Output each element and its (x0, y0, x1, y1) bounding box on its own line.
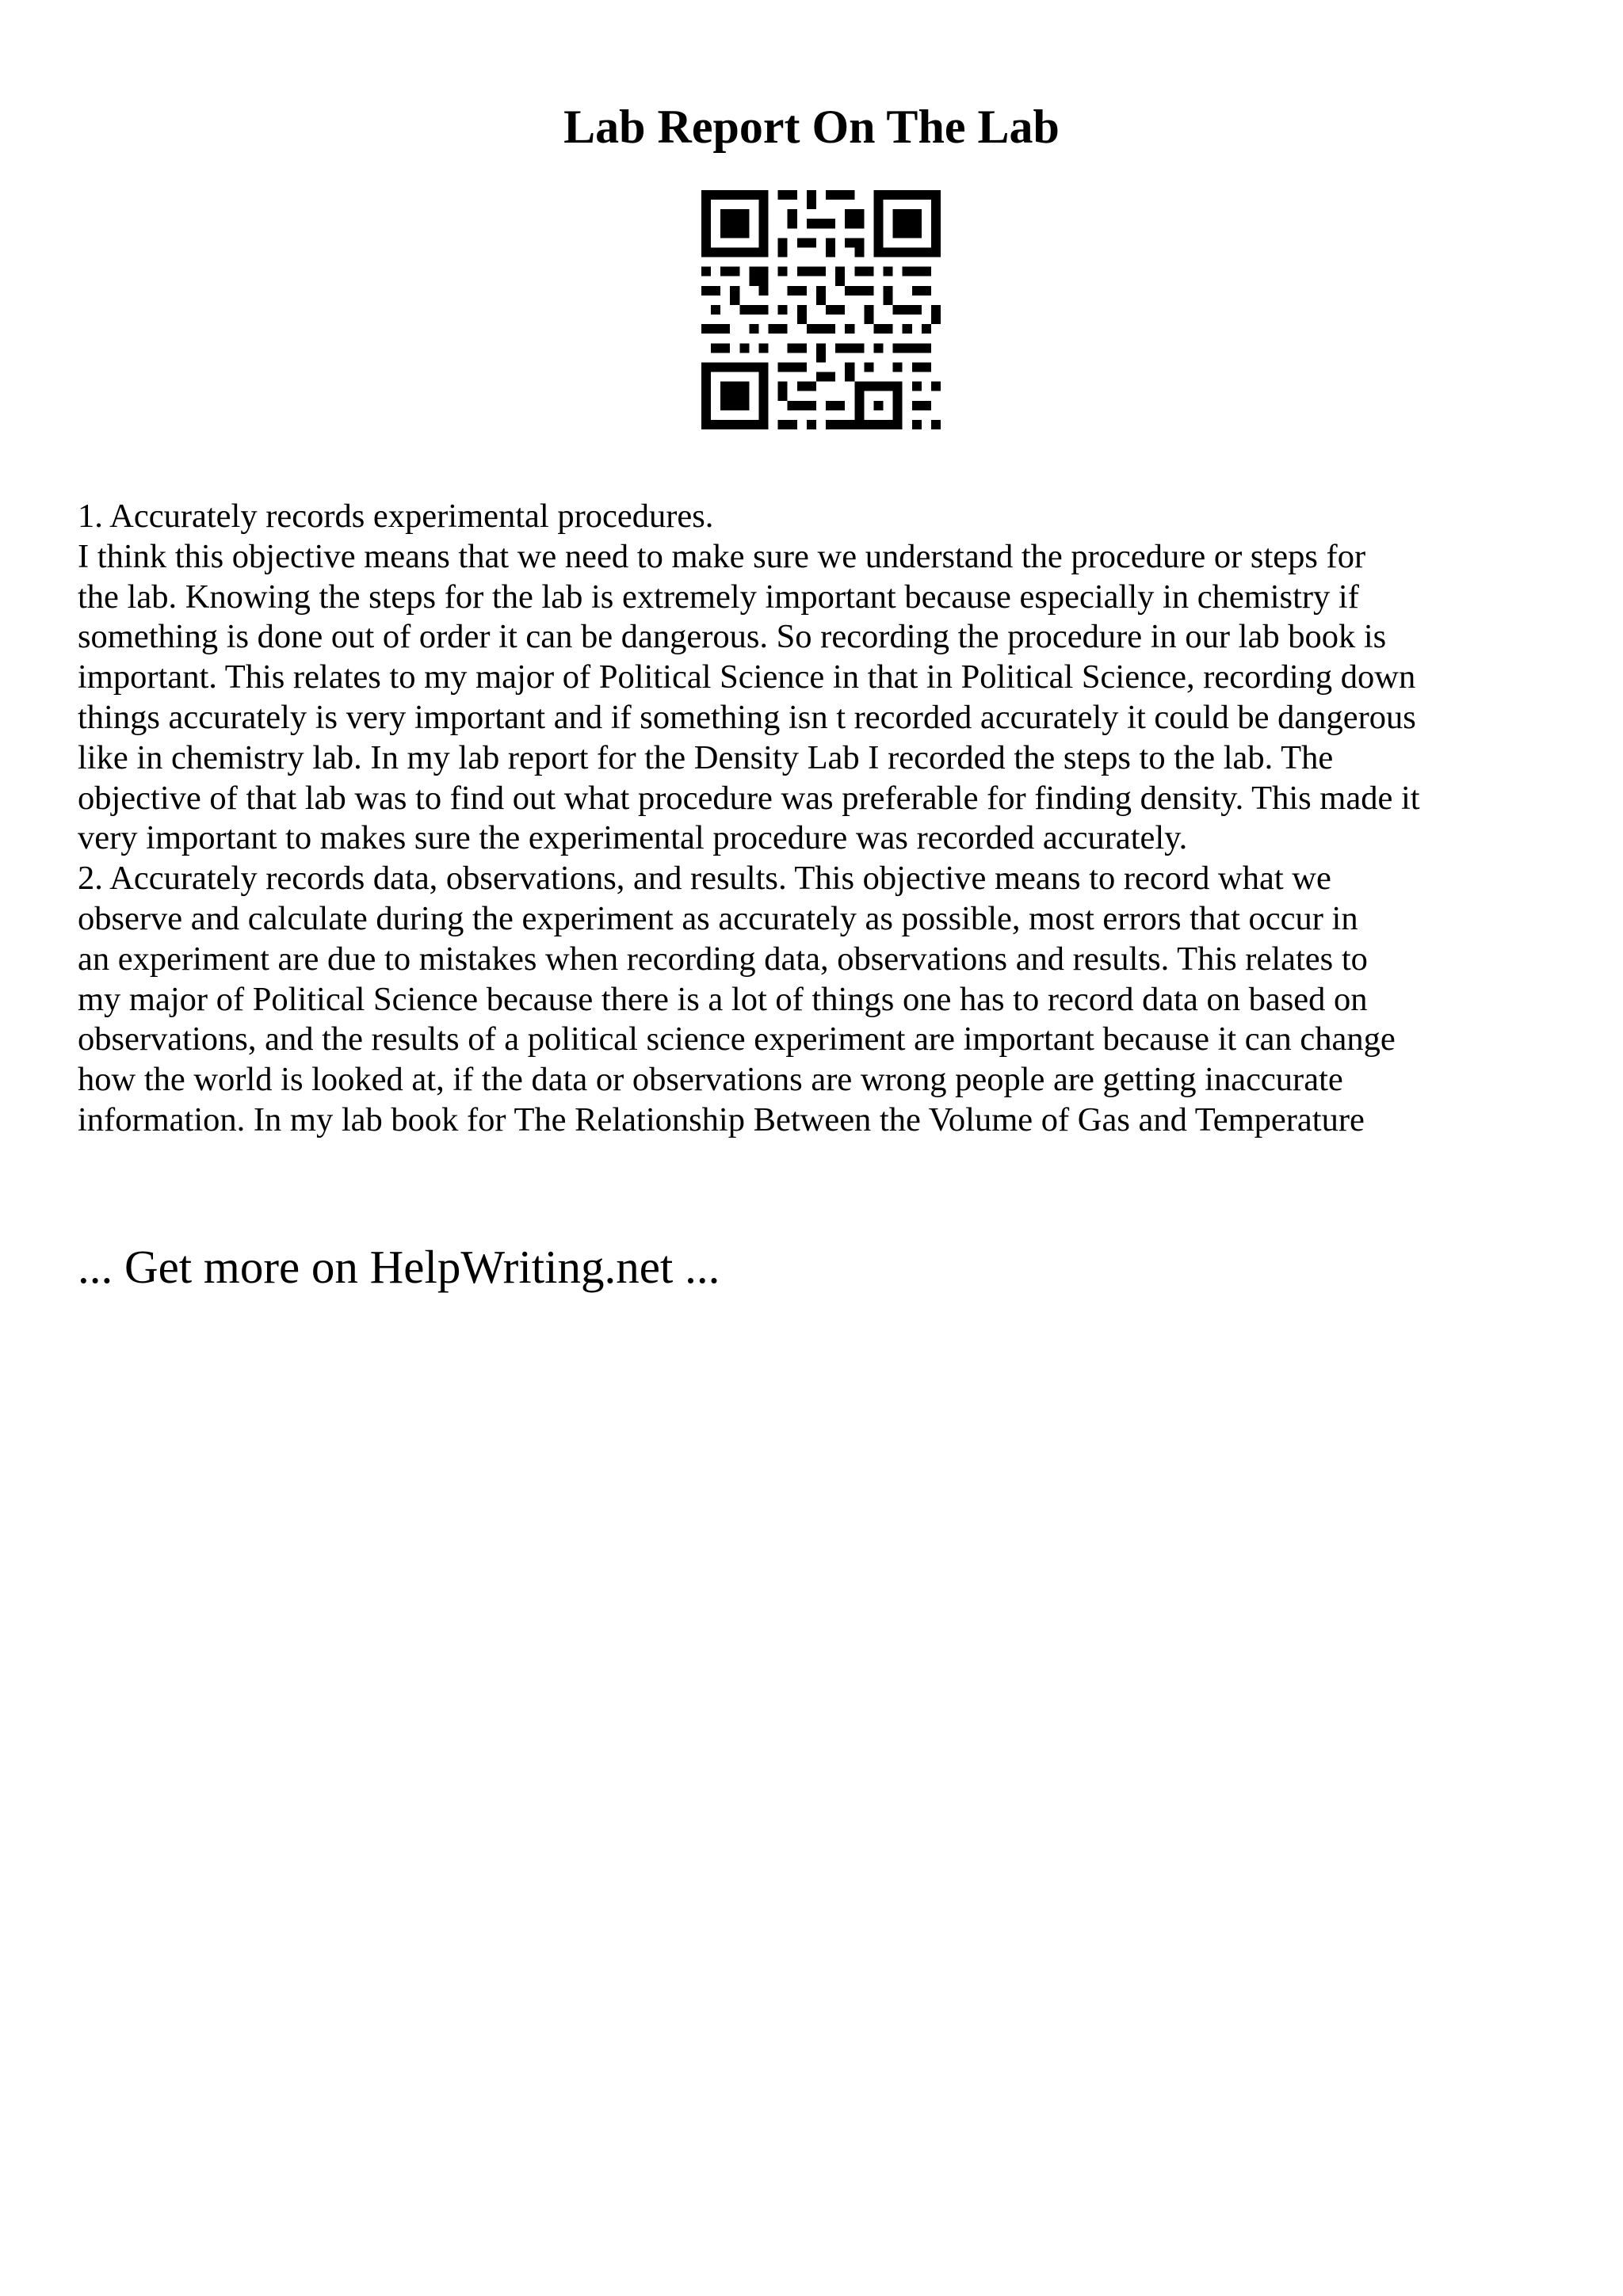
body-line: the lab. Knowing the steps for the lab is extremely important because especially in chemistry if (78, 578, 1359, 616)
body-line: observations, and the results of a political science experiment are important because it can change (78, 1020, 1396, 1058)
body-line: 2. Accurately records data, observations, and results. This objective means to record what we (78, 860, 1331, 898)
body-line: an experiment are due to mistakes when recording data, observations and results. This relates to (78, 940, 1368, 978)
body-line: 1. Accurately records experimental procedures. (78, 498, 714, 535)
body-line: my major of Political Science because there is a lot of things one has to record data on based on (78, 980, 1368, 1018)
body-line: very important to makes sure the experimental procedure was recorded accurately. (78, 819, 1188, 857)
get-more-link[interactable]: ... Get more on HelpWriting.net ... (78, 1241, 720, 1293)
page-title: Lab Report On The Lab (563, 101, 1060, 153)
body-line: how the world is looked at, if the data or observations are wrong people are getting inaccurate (78, 1061, 1343, 1099)
qr-code (701, 190, 941, 429)
body-line: I think this objective means that we need to make sure we understand the procedure or steps for (78, 537, 1366, 575)
report-body (78, 497, 1568, 1141)
qr-code-graphic (701, 190, 941, 429)
body-line: something is done out of order it can be dangerous. So recording the procedure in our lab book is (78, 618, 1387, 656)
body-line: important. This relates to my major of Political Science in that in Political Science, recording down (78, 658, 1416, 696)
body-line: objective of that lab was to find out what procedure was preferable for finding density. This made it (78, 779, 1420, 817)
body-line: things accurately is very important and if something isn t recorded accurately it could be dangerous (78, 698, 1416, 736)
body-line: like in chemistry lab. In my lab report for the Density Lab I recorded the steps to the lab. The (78, 738, 1334, 776)
body-line: information. In my lab book for The Relationship Between the Volume of Gas and Temperature (78, 1100, 1365, 1138)
body-line: observe and calculate during the experiment as accurately as possible, most errors that occur in (78, 899, 1358, 937)
